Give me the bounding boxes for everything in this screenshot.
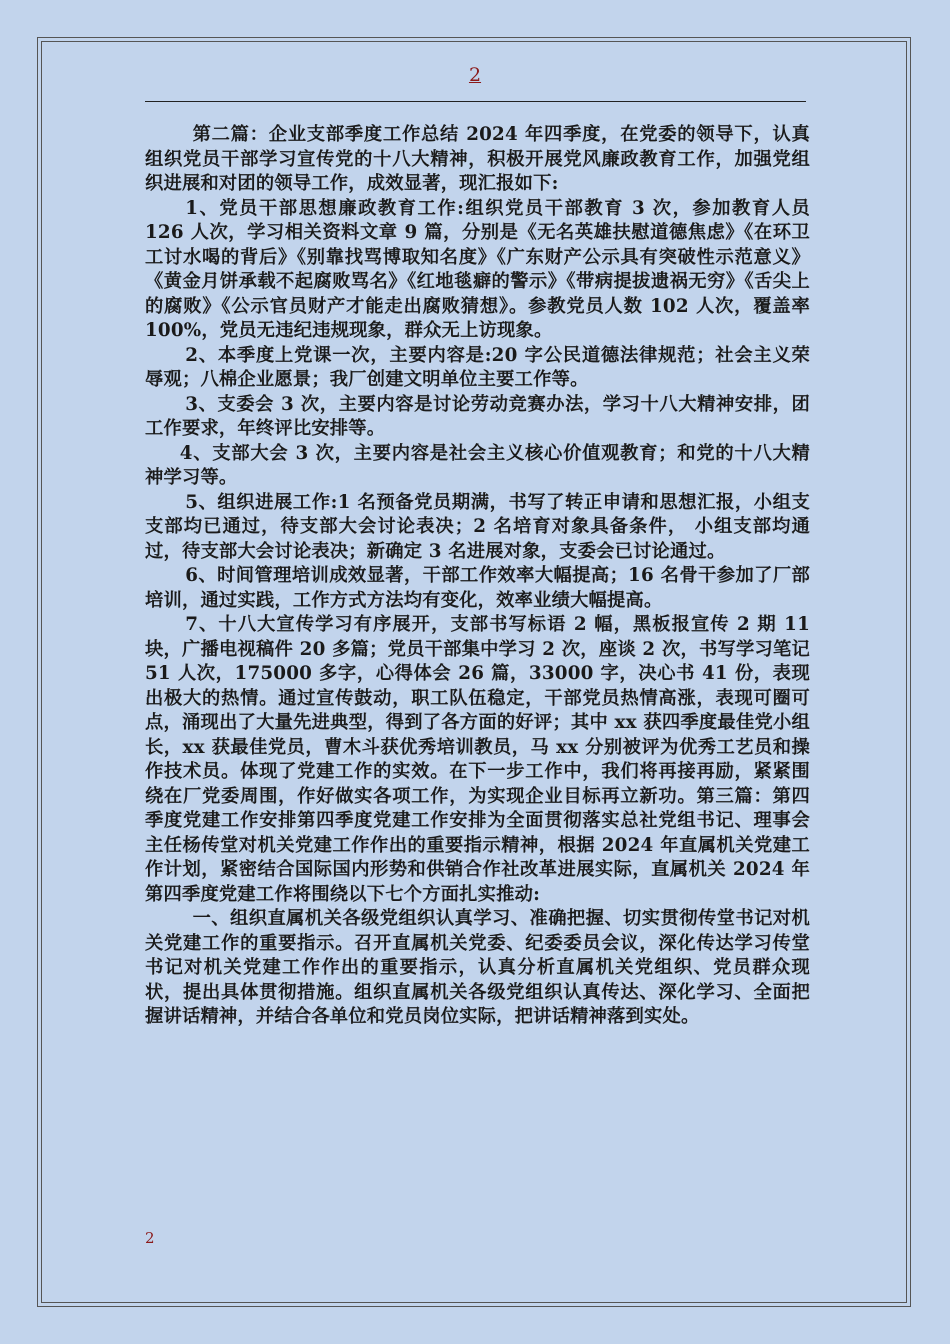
paragraph: 7、十八大宣传学习有序展开，支部书写标语 2 幅，黑板报宣传 2 期 11 块，广播电视稿件 20 多篇；党员干部集中学习 2 次，座谈 2 次，书写学习笔记 51 人次，175000 多字，心得体会 26 篇，33000 字，决心书 41 份，表现出极大的热情。通过宣传鼓动，职工队伍稳定，干部党员热情高涨，表现可圈可点，涌现出了大量先进典型，得到了各方面的好评；其中 xx 获四季度最佳党小组长，xx 获最佳党员，曹木斗获优秀培训教员，马 xx 分别被评为优秀工艺员和操作技术员。体现了党建工作的实效。在下一步工作中，我们将再接再励，紧紧围绕在厂党委周围，作好做实各项工作，为实现企业目标再立新功。第三篇：第四季度党建工作安排第四季度党建工作安排为全面贯彻落实总社党组书记、理事会主任杨传堂对机关党建工作作出的重要指示精神，根据 2024 年直属机关党建工作计划，紧密结合国际国内形势和供销合作社改革进展实际，直属机关 2024 年第四季度党建工作将围绕以下七个方面扎实推动: (145, 614, 810, 905)
paragraph: 3、支委会 3 次，主要内容是讨论劳动竞赛办法，学习十八大精神安排，团工作要求，年终评比安排等。 (145, 393, 810, 439)
page-number-top: 2 (468, 64, 482, 86)
paragraph: 4、支部大会 3 次，主要内容是社会主义核心价值观教育；和党的十八大精神学习等。 (145, 442, 810, 488)
paragraph: 1、党员干部思想廉政教育工作:组织党员干部教育 3 次，参加教育人员 126 人次，学习相关资料文章 9 篇，分别是《无名英雄扶慰道德焦虑》《在环卫工讨水喝的背后》《别靠找骂博取知名度》《广东财产公示具有突破性示范意义》《黄金月饼承载不起腐败骂名》《红地毯癖的警示》《带病提拔遗祸无穷》《舌尖上的腐败》《公示官员财产才能走出腐败猜想》。参教党员人数 102 人次，覆盖率 100%，党员无违纪违规现象，群众无上访现象。 (145, 197, 810, 341)
paragraph: 第二篇：企业支部季度工作总结 2024 年四季度，在党委的领导下，认真组织党员干部学习宣传党的十八大精神，积极开展党风廉政教育工作，加强党组织进展和对团的领导工作，成效显著，现汇报如下: (145, 124, 810, 194)
paragraph: 5、组织进展工作:1 名预备党员期满，书写了转正申请和思想汇报，小组支支部均已通过，待支部大会讨论表决；2 名培育对象具备条件， 小组支部均通过，待支部大会讨论表决；新确定 3 名进展对象，支委会已讨论通过。 (145, 491, 810, 562)
header-rule (145, 101, 806, 102)
paragraph: 2、本季度上党课一次，主要内容是:20 字公民道德法律规范；社会主义荣辱观；八棉企业愿景；我厂创建文明单位主要工作等。 (145, 344, 810, 390)
paragraph: 6、时间管理培训成效显著，干部工作效率大幅提高；16 名骨干参加了厂部培训，通过实践，工作方式方法均有变化，效率业绩大幅提高。 (145, 565, 810, 611)
document-body (145, 123, 810, 1030)
page-number-bottom: 2 (145, 1229, 155, 1247)
paragraph: 一、组织直属机关各级党组织认真学习、准确把握、切实贯彻传堂书记对机关党建工作的重要指示。召开直属机关党委、纪委委员会议，深化传达学习传堂书记对机关党建工作作出的重要指示，认真分析直属机关党组织、党员群众现状，提出具体贯彻措施。组织直属机关各级党组织认真传达、深化学习、全面把握讲话精神，并结合各单位和党员岗位实际，把讲话精神落到实处。 (145, 908, 810, 1027)
